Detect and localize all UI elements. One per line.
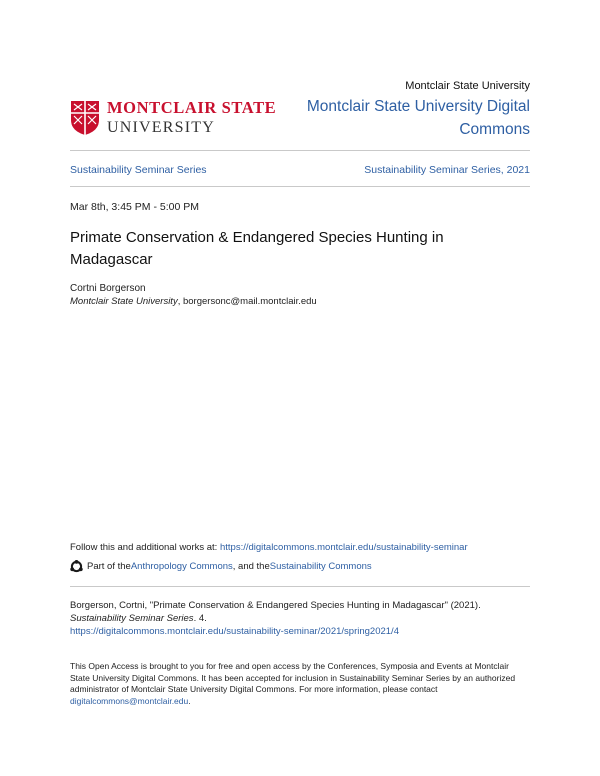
repository-title-link[interactable]: Montclair State University Digital Commons xyxy=(306,98,530,138)
series-link-right[interactable]: Sustainability Seminar Series, 2021 xyxy=(364,164,530,176)
logo-line-1: MONTCLAIR STATE xyxy=(107,98,277,118)
author-name: Cortni Borgerson xyxy=(70,283,146,294)
open-access-text: This Open Access is brought to you for free and open access by the Conferences, Symposia and Events at Montclair State University Digital Commons. It has been accepted for inclusion in Sustainability Seminar Series by an authorized administrator of Montclair State University Digital Commons. For more information, please contact xyxy=(70,661,516,694)
citation-suffix: . 4. xyxy=(193,613,207,624)
open-access-notice xyxy=(70,661,530,707)
citation-series: Sustainability Seminar Series xyxy=(70,613,194,624)
contact-email-link[interactable]: digitalcommons@montclair.edu xyxy=(70,695,189,706)
part-of-line xyxy=(70,560,372,573)
recommended-citation xyxy=(70,599,530,638)
part-of-prefix: Part of the xyxy=(87,561,131,572)
follow-link[interactable]: https://digitalcommons.montclair.edu/sustainability-seminar xyxy=(219,542,468,553)
citation-link[interactable]: https://digitalcommons.montclair.edu/sustainability-seminar/2021/spring2021/4 xyxy=(70,626,399,637)
series-link-left[interactable]: Sustainability Seminar Series xyxy=(70,164,207,176)
logo-line-2: UNIVERSITY xyxy=(107,118,215,136)
part-of-middle: , and the xyxy=(232,561,270,572)
author-affiliation xyxy=(70,296,317,307)
divider xyxy=(70,586,530,587)
montclair-shield-icon xyxy=(70,100,100,136)
divider xyxy=(70,186,530,187)
open-access-end: . xyxy=(188,695,191,706)
follow-prefix: Follow this and additional works at: xyxy=(70,542,220,553)
sustainability-commons-link[interactable]: Sustainability Commons xyxy=(269,561,372,572)
affiliation-institution: Montclair State University xyxy=(70,296,178,307)
author-email: , borgersonc@mail.montclair.edu xyxy=(177,296,317,307)
page-title: Primate Conservation & Endangered Species Hunting in Madagascar xyxy=(70,229,444,268)
university-name: Montclair State University xyxy=(405,80,530,92)
divider xyxy=(70,150,530,151)
event-date-time: Mar 8th, 3:45 PM - 5:00 PM xyxy=(70,201,199,213)
anthropology-commons-link[interactable]: Anthropology Commons xyxy=(130,561,233,572)
follow-line xyxy=(70,542,468,553)
university-logo[interactable] xyxy=(70,98,277,138)
network-icon xyxy=(70,560,83,573)
citation-text: Borgerson, Cortni, "Primate Conservation & Endangered Species Hunting in Madagascar" (2021). xyxy=(70,600,481,611)
